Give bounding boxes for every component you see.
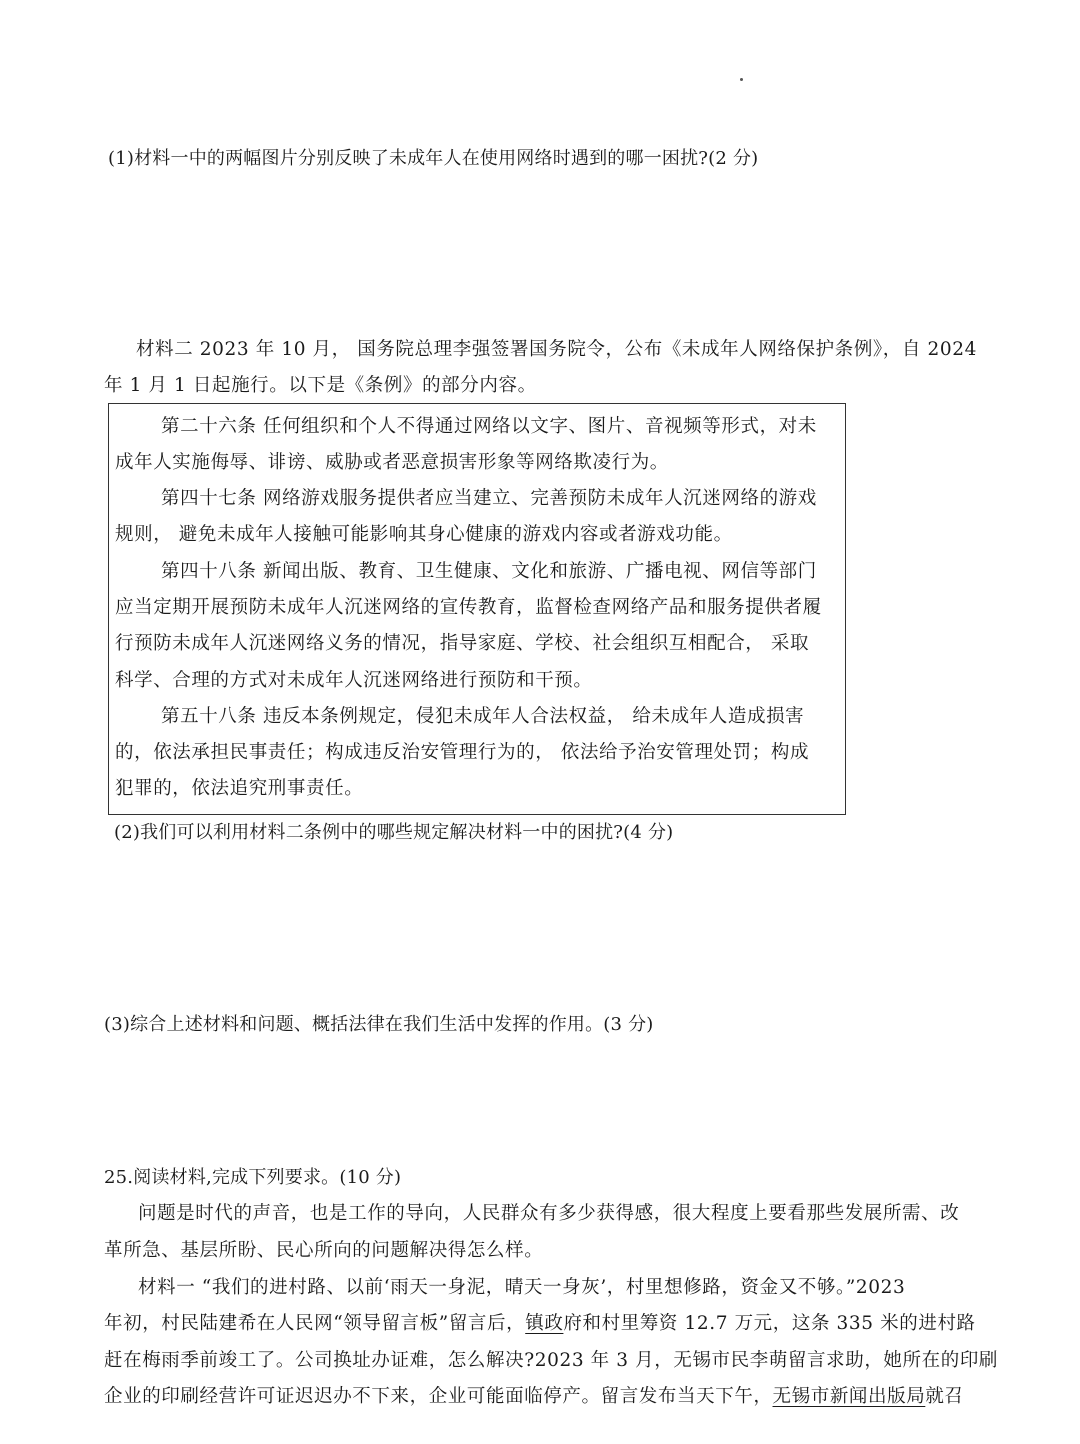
article-48-line-3: 行预防未成年人沉迷网络义务的情况，指导家庭、学校、社会组织互相配合， 采取 (115, 633, 810, 654)
material-1-line-2-text-b: 府和村里筹资 12.7 万元，这条 335 米的进村路 (563, 1313, 976, 1334)
article-58-line-1: 第五十八条 违反本条例规定，侵犯未成年人合法权益， 给未成年人造成损害 (161, 706, 805, 727)
scan-speck (740, 78, 743, 81)
article-47-line-2: 规则， 避免未成年人接触可能影响其身心健康的游戏内容或者游戏功能。 (115, 524, 733, 545)
article-58-line-3: 犯罪的，依法追究刑事责任。 (115, 778, 364, 799)
material-1-line-4-text-a: 企业的印刷经营许可证迟迟办不下来，企业可能面临停产。留言发布当天下午， (104, 1386, 773, 1407)
article-48-line-4: 科学、合理的方式对未成年人沉迷网络进行预防和干预。 (115, 670, 593, 691)
question-2: (2)我们可以利用材料二条例中的哪些规定解决材料一中的困扰?(4 分) (114, 822, 674, 843)
material-1-line-4-text-b: 就召 (925, 1386, 964, 1407)
question-1: (1)材料一中的两幅图片分别反映了未成年人在使用网络时遇到的哪一困扰?(2 分) (108, 148, 759, 169)
article-48-line-2: 应当定期开展预防未成年人沉迷网络的宣传教育，监督检查网络产品和服务提供者履 (115, 597, 822, 618)
material-2-line-2: 年 1 月 1 日起施行。以下是《条例》的部分内容。 (104, 375, 537, 396)
material-1-line-1: 材料一 “我们的进村路、以前‘雨天一身泥，晴天一身灰’，村里想修路，资金又不够。”2023 (138, 1277, 906, 1298)
article-26-line-2: 成年人实施侮辱、诽谤、威胁或者恶意损害形象等网络欺凌行为。 (115, 452, 669, 473)
material-1-line-2 (104, 1309, 976, 1335)
article-48-line-1: 第四十八条 新闻出版、教育、卫生健康、文化和旅游、广播电视、网信等部门 (161, 561, 817, 582)
underlined-press-bureau: 无锡市新闻出版局 (772, 1386, 926, 1407)
article-58-line-2: 的，依法承担民事责任；构成违反治安管理行为的， 依法给予治安管理处罚；构成 (115, 742, 810, 763)
underlined-town-gov: 镇政 (525, 1313, 564, 1334)
material-1-line-4 (104, 1382, 964, 1408)
question-3: (3)综合上述材料和问题、概括法律在我们生活中发挥的作用。(3 分) (104, 1014, 654, 1035)
article-26-line-1: 第二十六条 任何组织和个人不得通过网络以文字、图片、音视频等形式，对未 (161, 416, 817, 437)
material-1-line-2-text-a: 年初，村民陆建希在人民网“领导留言板”留言后， (104, 1313, 526, 1334)
material-2-line-1: 材料二 2023 年 10 月， 国务院总理李强签署国务院令，公布《未成年人网络保护条例》，自 2024 (136, 339, 977, 360)
q25-intro-line-2: 革所急、基层所盼、民心所向的问题解决得怎么样。 (104, 1240, 544, 1261)
q25-intro-line-1: 问题是时代的声音，也是工作的导向，人民群众有多少获得感，很大程度上要看那些发展所需、改 (138, 1203, 960, 1224)
material-1-line-3: 赶在梅雨季前竣工了。公司换址办证难，怎么解决?2023 年 3 月，无锡市民李萌留言求助，她所在的印刷 (104, 1350, 999, 1371)
question-25-title: 25.阅读材料,完成下列要求。(10 分) (104, 1167, 402, 1188)
article-47-line-1: 第四十七条 网络游戏服务提供者应当建立、完善预防未成年人沉迷网络的游戏 (161, 488, 817, 509)
regulation-excerpt-box (108, 403, 846, 815)
